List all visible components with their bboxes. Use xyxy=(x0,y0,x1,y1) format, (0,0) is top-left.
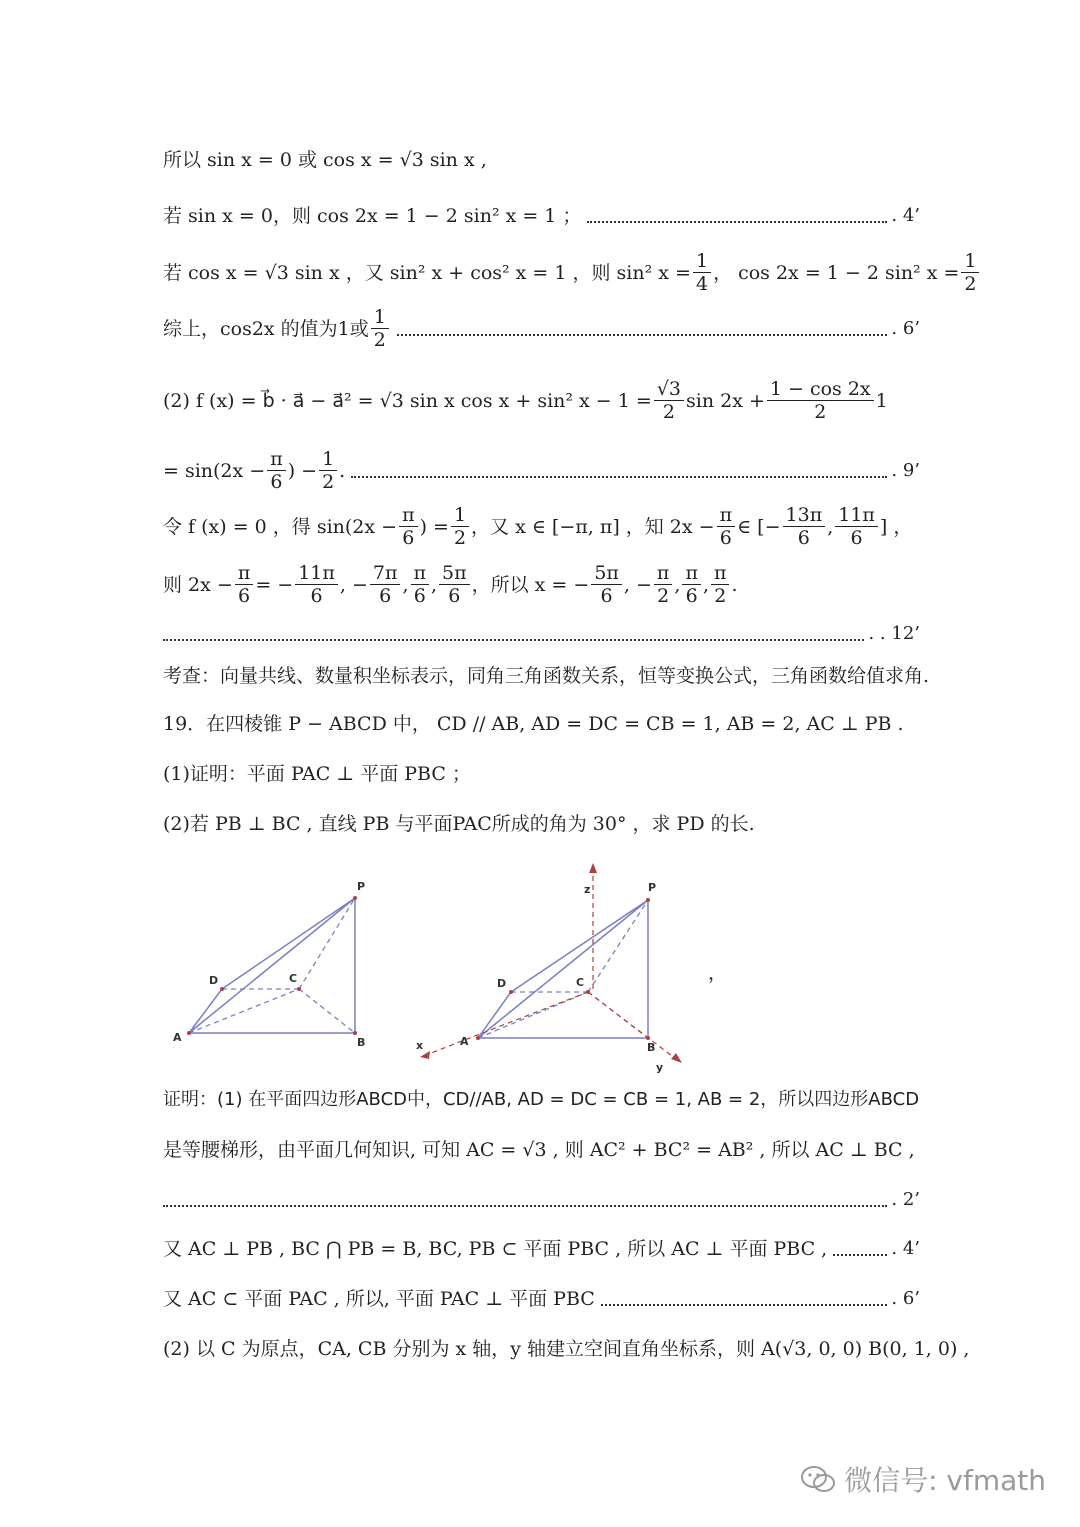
score-mark: . 4’ xyxy=(891,1238,920,1259)
fraction: $\frac{1}{4}$ xyxy=(693,250,711,295)
score-mark: . 6’ xyxy=(891,1288,920,1309)
label-d: D xyxy=(209,974,219,987)
score-mark: . . 12’ xyxy=(868,623,920,644)
label-a: A xyxy=(460,1035,469,1048)
proof-line-3 xyxy=(163,1188,920,1212)
label-b: B xyxy=(647,1041,656,1054)
leader-dots xyxy=(163,1205,887,1207)
leader-dots xyxy=(601,1304,888,1306)
fraction: $\frac{\pi}{2}$ xyxy=(711,562,730,607)
proof-line-2: 是等腰梯形，由平面几何知识, 可知 AC = √3 , 则 AC² + BC² = AB² , 所以 AC ⊥ BC , xyxy=(163,1139,915,1161)
label-a: A xyxy=(173,1031,182,1044)
score-mark: . 6’ xyxy=(891,317,920,339)
proof-line-4: 又 AC ⊥ PB , BC ⋂ PB = B, BC, PB ⊂ 平面 PBC , 所以 AC ⊥ 平面 PBC , . 4’ xyxy=(163,1238,920,1260)
leader-dots xyxy=(587,221,887,223)
label-d: D xyxy=(497,977,507,990)
fraction: $\frac{√3}{2}$ xyxy=(654,378,684,423)
fraction: $\frac{\pi}{6}$ xyxy=(235,562,254,607)
leader-dots xyxy=(351,476,887,478)
wechat-icon xyxy=(800,1464,836,1494)
label-z: z xyxy=(584,883,591,896)
solution-line-9 xyxy=(163,622,920,646)
fraction: $\frac{\pi}{6}$ xyxy=(399,504,418,549)
review-note: 考查：向量共线、数量积坐标表示，同角三角函数关系，恒等变换公式，三角函数给值求角. xyxy=(163,665,930,687)
fraction: $\frac{1}{2}$ xyxy=(319,448,337,493)
fraction: $\frac{1}{2}$ xyxy=(451,504,469,549)
solution-line-6: = sin(2x − $\frac{\pi}{6}$ ) − $\frac{1}{2}$ . . 9’ xyxy=(163,448,920,493)
solution-line-5: (2) f (x) = b⃗ · a⃗ − a⃗² = √3 sin x cos x + sin² x − 1 = $\frac{√3}{2}$ sin 2x + $\frac{1 - \cos 2x}{2}$ 1 xyxy=(163,378,888,423)
fraction: $\frac{\pi}{6}$ xyxy=(411,562,430,607)
score-mark: . 2’ xyxy=(891,1189,920,1210)
label-b: B xyxy=(357,1036,366,1049)
fraction: $\frac{\pi}{6}$ xyxy=(682,562,701,607)
fraction: $\frac{1}{2}$ xyxy=(371,306,389,351)
problem-19-statement: 19．在四棱锥 P − ABCD 中， CD // AB, AD = DC = CB = 1, AB = 2, AC ⊥ PB . xyxy=(163,713,904,735)
pyramid-figure-1 xyxy=(165,870,385,1055)
label-x: x xyxy=(416,1039,424,1052)
label-p: P xyxy=(357,880,366,893)
label-y: y xyxy=(656,1061,664,1074)
proof-line-6: (2) 以 C 为原点，CA, CB 分别为 x 轴，y 轴建立空间直角坐标系，则 A(√3, 0, 0) B(0, 1, 0) , xyxy=(163,1338,970,1360)
label-p: P xyxy=(648,881,657,894)
problem-19-part-1: (1)证明：平面 PAC ⊥ 平面 PBC ； xyxy=(163,763,471,785)
solution-line-8: 则 2x − $\frac{\pi}{6}$ = − $\frac{11\pi}{6}$ , − $\frac{7\pi}{6}$ , $\frac{\pi}{6}$ , $\frac{5\pi}{6}$ ，所以 x = − $\frac{5\pi}{6}$ , − $\frac{\pi}{2}$ , $\frac{\pi}{6}$ , $\frac{\pi}{2}$ . xyxy=(163,562,738,607)
solution-line-4: 综上，cos2x 的值为1或 $\frac{1}{2}$ . 6’ xyxy=(163,306,920,351)
fraction: $\frac{5\pi}{6}$ xyxy=(439,562,470,607)
stray-comma: ， xyxy=(708,962,728,984)
fraction: $\frac{11\pi}{6}$ xyxy=(295,562,338,607)
pyramid-figure-2 xyxy=(408,855,693,1075)
problem-19-part-2: (2)若 PB ⊥ BC , 直线 PB 与平面PAC所成的角为 30° ，求 PD 的长. xyxy=(163,813,755,835)
solution-line-3: 若 cos x = √3 sin x ，又 sin² x + cos² x = 1 ，则 sin² x = $\frac{1}{4}$ ， cos 2x = 1 − 2 sin² x = $\frac{1}{2}$ xyxy=(163,250,981,295)
fraction: $\frac{7\pi}{6}$ xyxy=(370,562,401,607)
solution-line-1: 所以 sin x = 0 或 cos x = √3 sin x , xyxy=(163,149,487,171)
fraction: $\frac{5\pi}{6}$ xyxy=(591,562,622,607)
fraction: $\frac{13\pi}{6}$ xyxy=(783,504,826,549)
proof-line-5: 又 AC ⊂ 平面 PAC , 所以, 平面 PAC ⊥ 平面 PBC . 6’ xyxy=(163,1288,920,1310)
fraction: $\frac{11\pi}{6}$ xyxy=(835,504,878,549)
watermark xyxy=(800,1459,1046,1499)
label-c: C xyxy=(289,972,298,985)
leader-dots xyxy=(397,334,888,336)
proof-line-1: 证明：(1) 在平面四边形ABCD中，CD//AB, AD = DC = CB = 1, AB = 2，所以四边形ABCD xyxy=(163,1089,920,1110)
fraction: $\frac{\pi}{6}$ xyxy=(717,504,736,549)
watermark-text: 微信号: vfmath xyxy=(844,1464,1046,1497)
score-mark: . 9’ xyxy=(891,459,920,481)
leader-dots xyxy=(163,639,864,641)
solution-line-7: 令 f (x) = 0 ，得 sin(2x − $\frac{\pi}{6}$ ) = $\frac{1}{2}$ ，又 x ∈ [−π, π] ，知 2x − $\frac{\pi}{6}$ ∈ [− $\frac{13\pi}{6}$ , $\frac{11\pi}{6}$ ] ， xyxy=(163,504,913,549)
leader-dots xyxy=(833,1254,887,1256)
fraction: $\frac{1 - \cos 2x}{2}$ xyxy=(767,378,874,423)
solution-line-2: 若 sin x = 0，则 cos 2x = 1 − 2 sin² x = 1 ； . 4’ xyxy=(163,205,920,227)
fraction: $\frac{1}{2}$ xyxy=(961,250,979,295)
label-c: C xyxy=(576,976,585,989)
fraction: $\frac{\pi}{6}$ xyxy=(267,448,286,493)
score-mark: . 4’ xyxy=(891,205,920,226)
fraction: $\frac{\pi}{2}$ xyxy=(654,562,673,607)
